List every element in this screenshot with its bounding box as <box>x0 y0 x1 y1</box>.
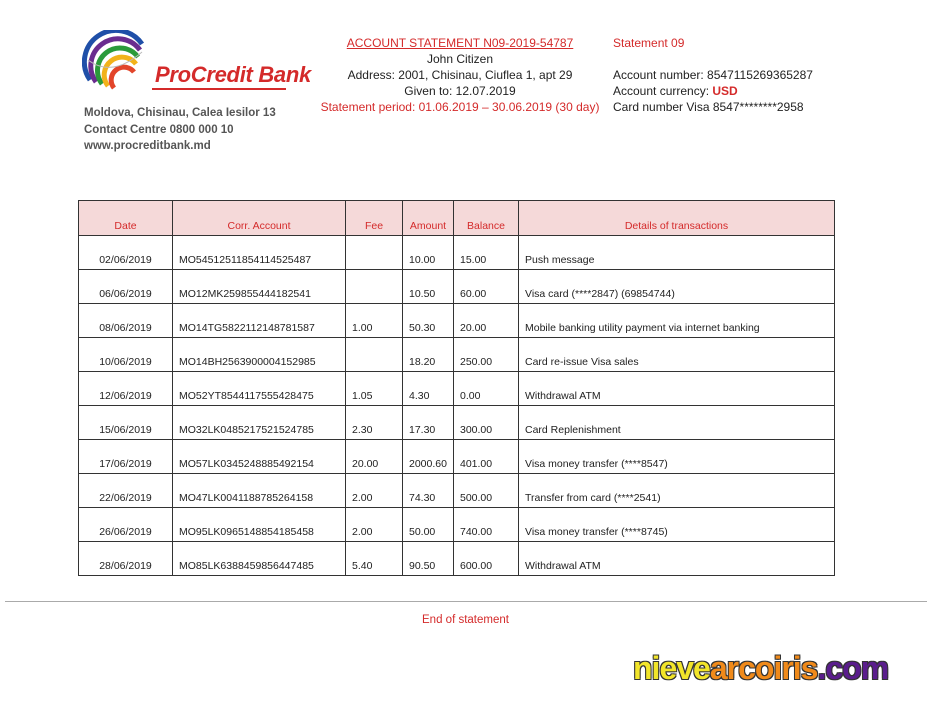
cell-date: 06/06/2019 <box>79 270 173 304</box>
statement-title: ACCOUNT STATEMENT N09-2019-54787 <box>346 36 574 50</box>
column-header-fee: Fee <box>346 201 403 236</box>
customer-name: John Citizen <box>426 52 494 66</box>
table-row <box>79 508 835 542</box>
cell-date: 15/06/2019 <box>79 406 173 440</box>
cell-corr-account: MO12MK259855444182541 <box>173 270 346 304</box>
table-row <box>79 474 835 508</box>
cell-corr-account: MO95LK0965148854185458 <box>173 508 346 542</box>
cell-amount: 2000.60 <box>403 440 454 474</box>
table-row <box>79 372 835 406</box>
cell-balance: 60.00 <box>454 270 519 304</box>
given-to: Given to: 12.07.2019 <box>404 84 516 98</box>
bank-address: Moldova, Chisinau, Calea Iesilor 13 <box>84 107 276 119</box>
column-header-amount: Amount <box>403 201 454 236</box>
transactions-table <box>78 200 835 576</box>
cell-amount: 18.20 <box>403 338 454 372</box>
cell-corr-account: MO14TG5822112148781587 <box>173 304 346 338</box>
card-number: Card number Visa 8547********2958 <box>613 100 804 114</box>
account-number: Account number: 8547115269365287 <box>613 68 813 82</box>
cell-balance: 600.00 <box>454 542 519 576</box>
bank-website: www.procreditbank.md <box>84 140 211 152</box>
statement-header <box>310 35 610 115</box>
cell-fee: 20.00 <box>346 440 403 474</box>
cell-date: 10/06/2019 <box>79 338 173 372</box>
column-header-details: Details of transactions <box>519 201 835 236</box>
statement-period: Statement period: 01.06.2019 – 30.06.2019 (30 day) <box>320 100 600 114</box>
cell-date: 26/06/2019 <box>79 508 173 542</box>
cell-balance: 740.00 <box>454 508 519 542</box>
watermark <box>633 650 888 687</box>
account-currency <box>613 83 813 99</box>
cell-corr-account: MO57LK0345248885492154 <box>173 440 346 474</box>
column-header-date: Date <box>79 201 173 236</box>
cell-corr-account: MO32LK0485217521524785 <box>173 406 346 440</box>
cell-fee: 5.40 <box>346 542 403 576</box>
table-row <box>79 542 835 576</box>
cell-corr-account: MO54512511854114525487 <box>173 236 346 270</box>
cell-corr-account: MO47LK0041188785264158 <box>173 474 346 508</box>
cell-details: Card Replenishment <box>519 406 835 440</box>
table-header-row <box>79 201 835 236</box>
cell-amount: 4.30 <box>403 372 454 406</box>
cell-fee <box>346 338 403 372</box>
column-header-corr-account: Corr. Account <box>173 201 346 236</box>
cell-fee <box>346 270 403 304</box>
account-info <box>613 35 813 115</box>
watermark-part-1: nieve <box>633 650 710 686</box>
cell-fee: 2.00 <box>346 508 403 542</box>
cell-details: Visa money transfer (****8547) <box>519 440 835 474</box>
cell-date: 17/06/2019 <box>79 440 173 474</box>
customer-address: Address: 2001, Chisinau, Ciuflea 1, apt 29 <box>347 68 573 82</box>
cell-date: 22/06/2019 <box>79 474 173 508</box>
currency-label: Account currency: <box>613 84 713 98</box>
cell-details: Visa card (****2847) (69854744) <box>519 270 835 304</box>
cell-fee: 1.05 <box>346 372 403 406</box>
cell-amount: 50.30 <box>403 304 454 338</box>
cell-amount: 10.50 <box>403 270 454 304</box>
cell-details: Push message <box>519 236 835 270</box>
cell-details: Withdrawal ATM <box>519 372 835 406</box>
cell-balance: 500.00 <box>454 474 519 508</box>
watermark-part-3: .com <box>817 650 889 686</box>
cell-amount: 17.30 <box>403 406 454 440</box>
cell-details: Visa money transfer (****8745) <box>519 508 835 542</box>
statement-number: Statement 09 <box>613 36 685 50</box>
cell-fee: 2.30 <box>346 406 403 440</box>
table-row <box>79 270 835 304</box>
cell-corr-account: MO52YT8544117555428475 <box>173 372 346 406</box>
bank-info <box>84 105 276 155</box>
cell-date: 02/06/2019 <box>79 236 173 270</box>
bank-contact: Contact Centre 0800 000 10 <box>84 123 234 136</box>
cell-amount: 90.50 <box>403 542 454 576</box>
watermark-part-2: arcoiris <box>709 650 818 686</box>
cell-details: Mobile banking utility payment via internet banking <box>519 304 835 338</box>
cell-balance: 300.00 <box>454 406 519 440</box>
cell-amount: 50.00 <box>403 508 454 542</box>
cell-amount: 10.00 <box>403 236 454 270</box>
table-row <box>79 338 835 372</box>
cell-corr-account: MO14BH2563900004152985 <box>173 338 346 372</box>
cell-balance: 401.00 <box>454 440 519 474</box>
cell-date: 12/06/2019 <box>79 372 173 406</box>
table-row <box>79 236 835 270</box>
cell-fee <box>346 236 403 270</box>
cell-fee: 2.00 <box>346 474 403 508</box>
cell-amount: 74.30 <box>403 474 454 508</box>
cell-corr-account: MO85LK6388459856447485 <box>173 542 346 576</box>
cell-balance: 15.00 <box>454 236 519 270</box>
table-row <box>79 406 835 440</box>
cell-details: Withdrawal ATM <box>519 542 835 576</box>
table-row <box>79 440 835 474</box>
bank-name: ProCredit Bank <box>155 62 311 87</box>
divider <box>5 601 927 602</box>
cell-date: 28/06/2019 <box>79 542 173 576</box>
cell-details: Transfer from card (****2541) <box>519 474 835 508</box>
end-of-statement: End of statement <box>422 614 509 626</box>
cell-details: Card re-issue Visa sales <box>519 338 835 372</box>
table-row <box>79 304 835 338</box>
currency-value: USD <box>712 84 738 98</box>
bank-name-underline <box>152 88 286 90</box>
cell-date: 08/06/2019 <box>79 304 173 338</box>
cell-balance: 0.00 <box>454 372 519 406</box>
cell-balance: 250.00 <box>454 338 519 372</box>
cell-fee: 1.00 <box>346 304 403 338</box>
column-header-balance: Balance <box>454 201 519 236</box>
cell-balance: 20.00 <box>454 304 519 338</box>
